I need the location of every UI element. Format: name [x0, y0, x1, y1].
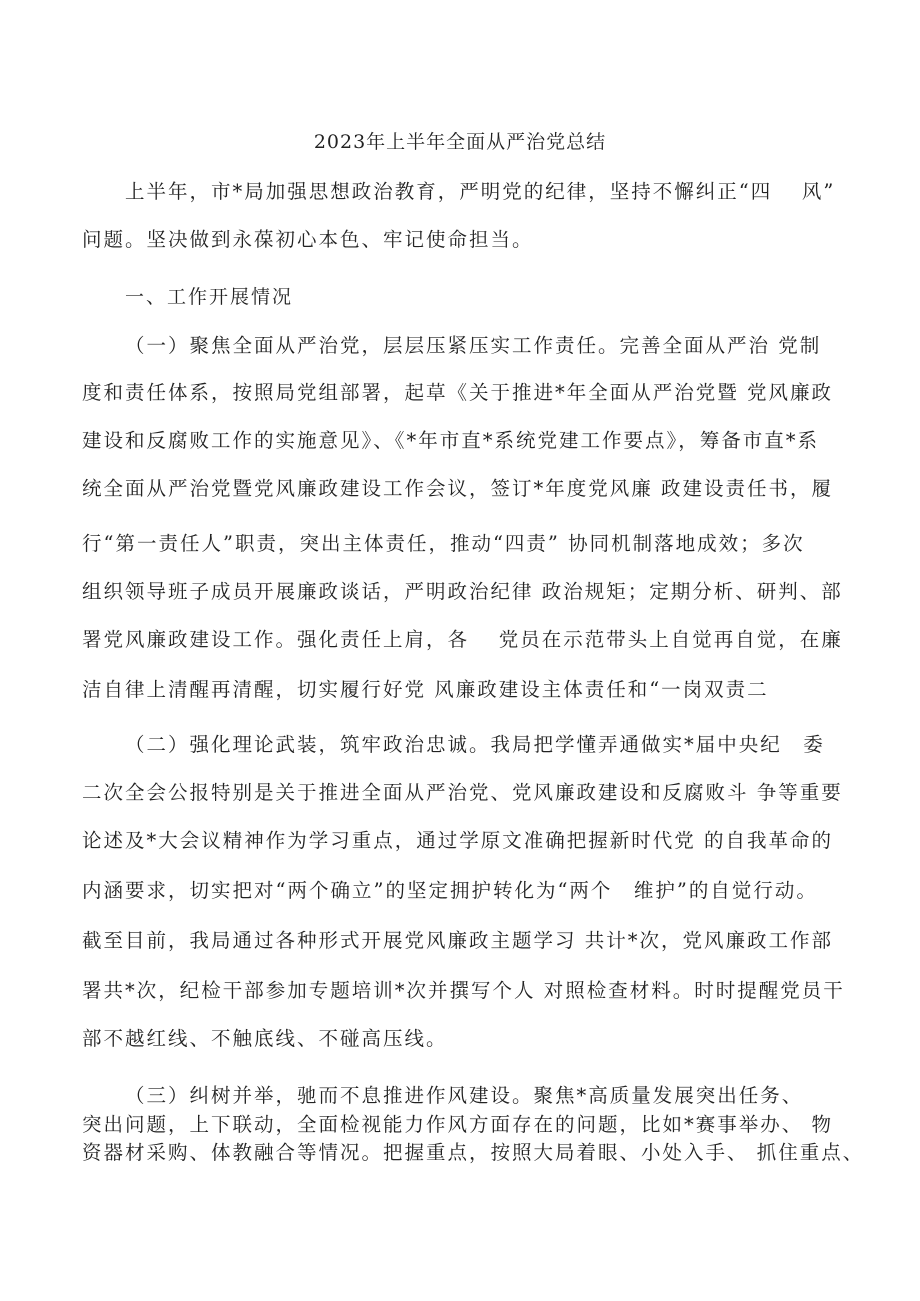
paragraph-one-line: 署党风廉政建设工作。强化责任上肩，各 党员在示范带头上自觉再自觉，在廉	[82, 628, 843, 651]
paragraph-one-line: 度和责任体系，按照局党组部署，起草《关于推进*年全面从严治党暨 党风廉政	[82, 381, 833, 404]
paragraph-two-line: 二次全会公报特别是关于推进全面从严治党、党风廉政建设和反腐败斗 争等重要	[82, 781, 843, 804]
paragraph-two-line: （二）强化理论武装，筑牢政治忠诚。我局把学懂弄通做实*届中央纪 委	[125, 733, 825, 756]
paragraph-one-line: 建设和反腐败工作的实施意见》、《*年市直*系统党建工作要点》，筹备市直*系	[82, 429, 820, 452]
paragraph-three-line: （三）纠树并举，驰而不息推进作风建设。聚焦*高质量发展突出任务、	[125, 1084, 804, 1107]
paragraph-two-line: 署共*次，纪检干部参加专题培训*次并撰写个人 对照检查材料。时时提醒党员干	[82, 979, 845, 1002]
intro-line: 问题。坚决做到永葆初心本色、牢记使命担当。	[82, 228, 534, 251]
intro-line: 上半年，市*局加强思想政治教育，严明党的纪律，坚持不懈纠正“四 风”	[125, 180, 836, 203]
paragraph-two-line: 截至目前，我局通过各种形式开展党风廉政主题学习 共计*次，党风廉政工作部	[82, 929, 833, 952]
paragraph-two-line: 部不越红线、不触底线、不碰高压线。	[82, 1027, 448, 1050]
document-title: 2023年上半年全面从严治党总结	[313, 131, 607, 153]
paragraph-one-line: 洁自律上清醒再清醒，切实履行好党 风廉政建设主体责任和“一岗双责二	[82, 678, 769, 701]
paragraph-three-line: 突出问题，上下联动，全面检视能力作风方面存在的问题，比如*赛事举办、 物	[82, 1113, 833, 1136]
paragraph-two-line: 内涵要求，切实把对“两个确立”的坚定拥护转化为“两个 维护”的自觉行动。	[82, 879, 818, 902]
paragraph-one-line: 行“第一责任人”职责，突出主体责任，推动“四责” 协同机制落地成效；多次	[82, 532, 805, 555]
paragraph-one-line: 组织领导班子成员开展廉政谈话，严明政治纪律 政治规矩；定期分析、研判、部	[82, 580, 843, 603]
paragraph-two-line: 论述及*大会议精神作为学习重点，通过学原文准确把握新时代党 的自我革命的	[82, 829, 833, 852]
paragraph-three-line: 资器材采购、体教融合等情况。把握重点，按照大局着眼、小处入手、 抓住重点、	[82, 1141, 865, 1164]
paragraph-one-line: （一）聚焦全面从严治党，层层压紧压实工作责任。完善全面从严治 党制	[125, 334, 822, 357]
section-heading: 一、工作开展情况	[125, 286, 294, 308]
paragraph-one-line: 统全面从严治党暨党风廉政建设工作会议，签订*年度党风廉 政建设责任书，履	[82, 477, 833, 500]
